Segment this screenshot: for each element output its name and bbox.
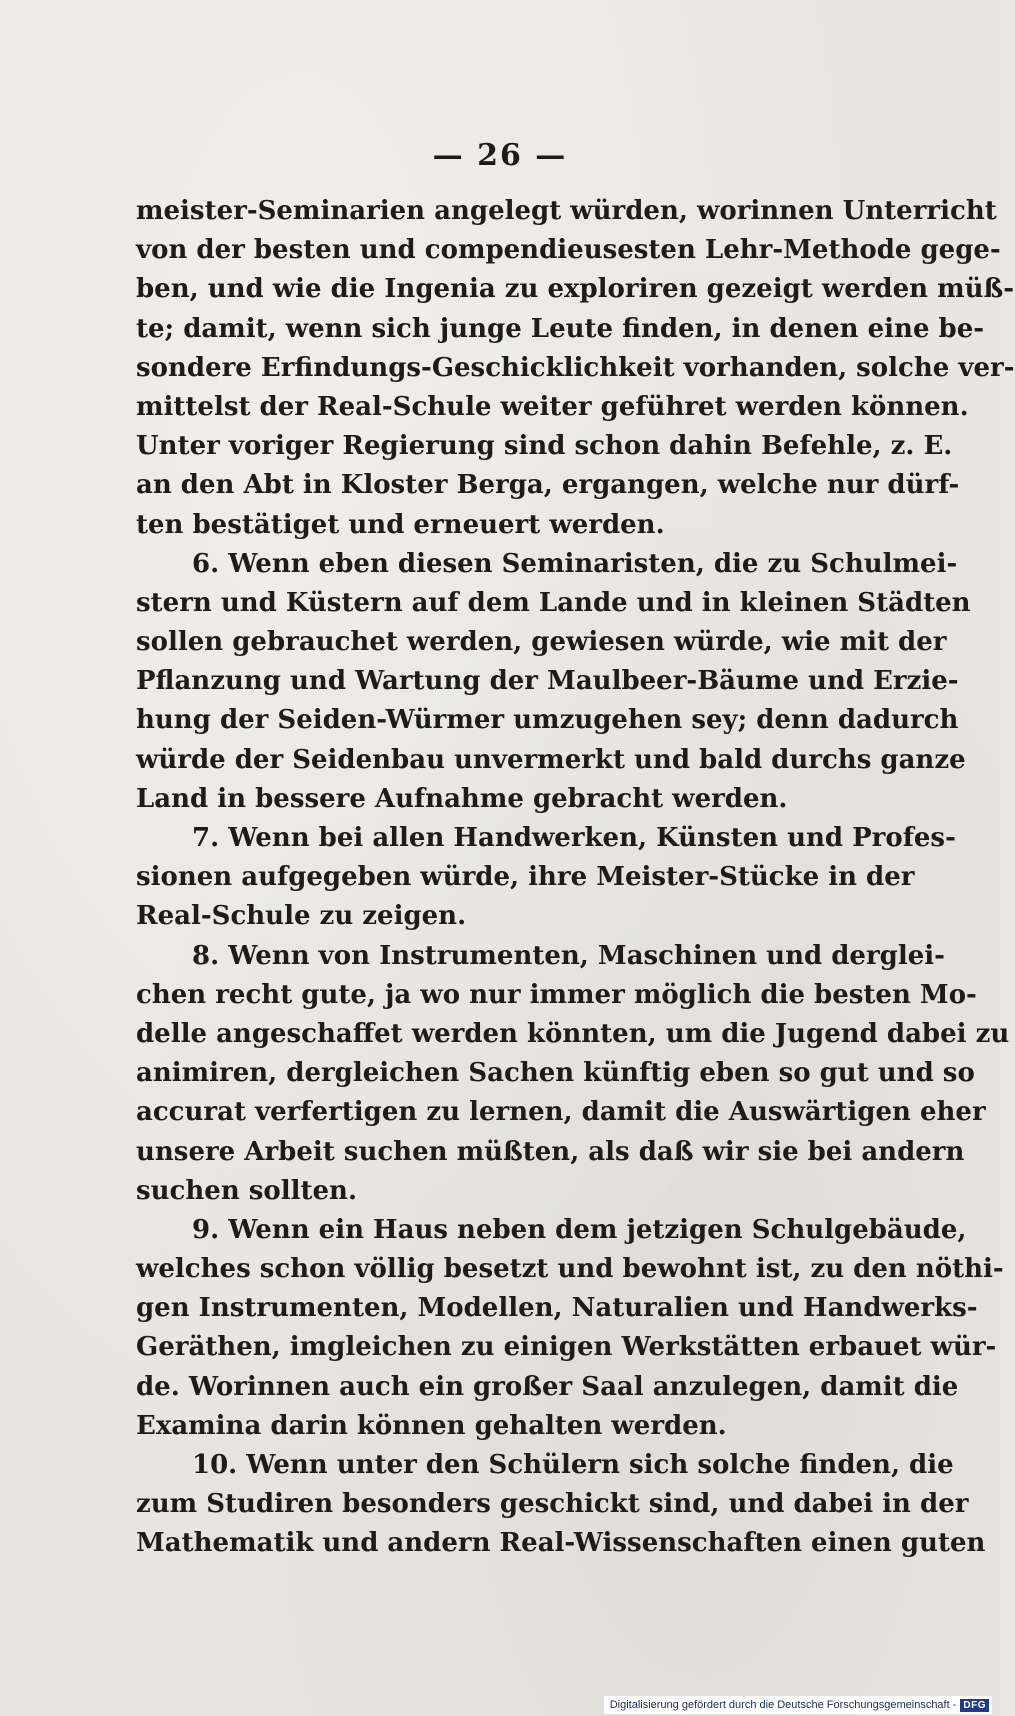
text-line: sollen gebrauchet werden, gewiesen würde, wie mit der (136, 627, 947, 658)
text-line: ten bestätiget und erneuert werden. (136, 509, 665, 540)
text-line: welches schon völlig besetzt und bewohnt ist, zu den nöthi- (136, 1254, 1004, 1285)
digitization-credit-text: Digitalisierung gefördert durch die Deutsche Forschungsgemeinschaft - (609, 1699, 957, 1711)
text-line: 7. Wenn bei allen Handwerken, Künsten und Profes- (192, 823, 956, 853)
text-line: würde der Seidenbau unvermerkt und bald durchs ganze (136, 744, 966, 775)
dfg-logo-icon: DFG (960, 1699, 989, 1712)
text-line: te; damit, wenn sich junge Leute finden, in denen eine be- (136, 313, 985, 344)
text-line: hung der Seiden-Würmer umzugehen sey; denn dadurch (136, 705, 959, 736)
text-line: unsere Arbeit suchen müßten, als daß wir sie bei andern (136, 1136, 965, 1167)
text-line: meister-Seminarien angelegt würden, worinnen Unterricht (136, 196, 997, 226)
text-line: animiren, dergleichen Sachen künftig eben so gut und so (136, 1058, 975, 1089)
text-line: de. Worinnen auch ein großer Saal anzulegen, damit die (136, 1371, 959, 1402)
text-line: gen Instrumenten, Modellen, Naturalien und Handwerks- (136, 1293, 978, 1324)
text-line: von der besten und compendieusesten Lehr-Methode gege- (136, 235, 1001, 266)
text-line: delle angeschaffet werden könnten, um die Jugend dabei zu (136, 1018, 1010, 1049)
text-line: Land in bessere Aufnahme gebracht werden. (136, 783, 788, 814)
text-line: sionen aufgegeben würde, ihre Meister-Stücke in der (136, 862, 915, 893)
text-line: Geräthen, imgleichen zu einigen Werkstätten erbauet wür- (136, 1332, 997, 1363)
digitization-credit (604, 1696, 992, 1714)
text-line: sondere Erfindungs-Geschicklichkeit vorhanden, solche ver- (136, 352, 1015, 383)
text-line: Real-Schule zu zeigen. (136, 901, 467, 932)
text-line: accurat verfertigen zu lernen, damit die Auswärtigen eher (136, 1097, 986, 1128)
text-line: chen recht gute, ja wo nur immer möglich die besten Mo- (136, 979, 977, 1010)
page-number: — 26 — (432, 138, 568, 173)
text-line: suchen sollten. (136, 1175, 358, 1206)
text-line: mittelst der Real-Schule weiter geführet werden können. (136, 391, 969, 422)
text-line: ben, und wie die Ingenia zu exploriren gezeigt werden müß- (136, 274, 1015, 305)
text-line: 10. Wenn unter den Schülern sich solche finden, die (192, 1450, 954, 1480)
text-line: Examina darin können gehalten werden. (136, 1410, 727, 1441)
text-line: Unter voriger Regierung sind schon dahin Befehle, z. E. (136, 431, 953, 462)
body-text (136, 192, 1015, 1564)
text-line: zum Studiren besonders geschickt sind, und dabei in der (136, 1489, 969, 1520)
text-line: Mathematik und andern Real-Wissenschaften einen guten (136, 1528, 986, 1559)
text-line: 9. Wenn ein Haus neben dem jetzigen Schulgebäude, (192, 1214, 967, 1245)
text-line: 6. Wenn eben diesen Seminaristen, die zu Schulmei- (192, 548, 958, 579)
text-line: stern und Küstern auf dem Lande und in kleinen Städten (136, 587, 971, 618)
text-line: an den Abt in Kloster Berga, ergangen, welche nur dürf- (136, 470, 960, 501)
text-line: 8. Wenn von Instrumenten, Maschinen und derglei- (192, 940, 945, 971)
text-line: Pflanzung und Wartung der Maulbeer-Bäume und Erzie- (136, 666, 959, 697)
